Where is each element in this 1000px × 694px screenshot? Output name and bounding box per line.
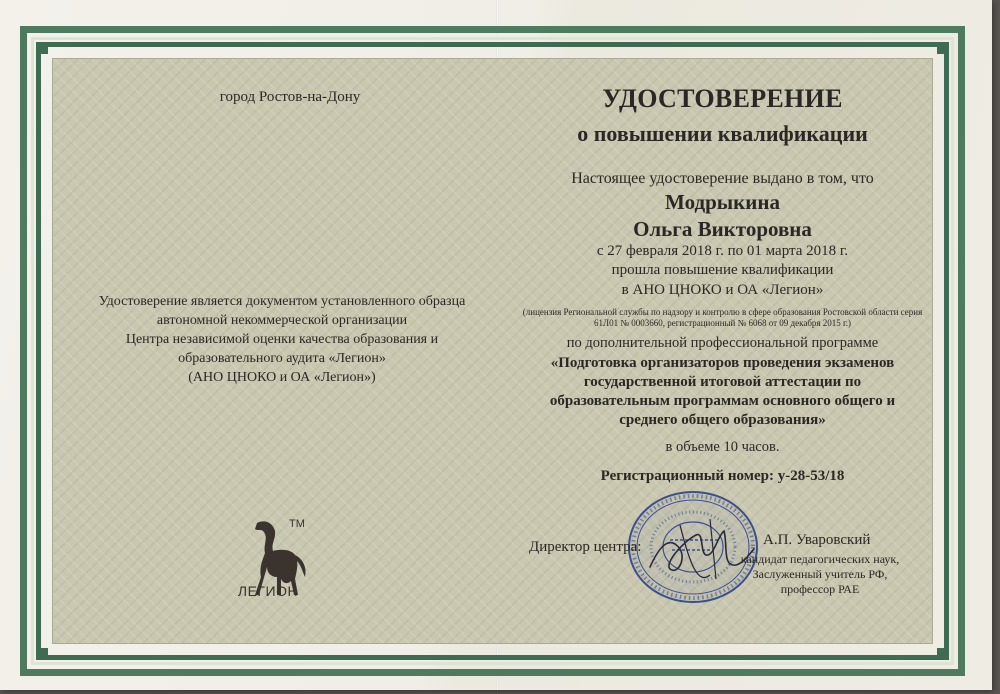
program-line: государственной итоговой аттестации по: [583, 374, 862, 390]
issuer-description: [62, 292, 502, 387]
program-line: среднего общего образования»: [619, 412, 826, 428]
training-dates: с 27 февраля 2018 г. по 01 марта 2018 г.: [596, 243, 849, 259]
signer-name: А.П. Уваровский: [763, 532, 871, 548]
passed-text: прошла повышение квалификации: [611, 262, 834, 278]
frame-corner: [36, 648, 48, 660]
description-line: автономной некоммерческой организации: [156, 313, 408, 328]
city: город Ростов-на-Дону: [219, 89, 361, 105]
program-intro: по дополнительной профессиональной программе: [566, 335, 879, 351]
description-line: образовательного аудита «Легион»: [178, 351, 386, 366]
issued-to-text: Настоящее удостоверение выдано в том, что: [571, 170, 874, 187]
organization-name: в АНО ЦНОКО и ОА «Легион»: [621, 282, 824, 298]
trademark: TM: [289, 518, 305, 530]
license-info: [500, 307, 945, 329]
credential-line: Заслуженный учитель РФ,: [752, 567, 888, 581]
program-line: образовательным программам основного общего и: [549, 393, 896, 409]
program-line: «Подготовка организаторов проведения экзаменов: [550, 355, 895, 371]
recipient-given-name: Ольга Викторовна: [633, 217, 812, 241]
signer-credentials: [735, 552, 905, 597]
license-line: (лицензия Региональной службы по надзору и контролю в сфере образования Ростовской области серия: [522, 307, 923, 317]
certificate-subtitle: о повышении квалификации: [577, 121, 868, 146]
frame-corner: [937, 648, 949, 660]
recipient-surname: Модрыкина: [665, 190, 780, 214]
frame-corner: [36, 42, 48, 54]
description-line: Центра независимой оценки качества образования и: [125, 332, 439, 347]
description-line: Удостоверение является документом установленного образца: [98, 294, 466, 309]
description-line: (АНО ЦНОКО и ОА «Легион»): [188, 370, 376, 385]
registration-number: Регистрационный номер: у-28-53/18: [600, 468, 845, 484]
director-label: Директор центра:: [529, 539, 642, 555]
program-hours: в объеме 10 часов.: [665, 439, 780, 455]
credential-line: профессор РАЕ: [780, 582, 860, 596]
frame-corner: [937, 42, 949, 54]
program-title: [500, 354, 945, 430]
certificate-title: УДОСТОВЕРЕНИЕ: [602, 84, 843, 113]
license-line: 61Л01 № 0003660, регистрационный № 6068 от 09 декабря 2015 г.): [594, 318, 851, 328]
logo-wordmark: ЛЕГИОН: [237, 583, 299, 599]
credential-line: кандидат педагогических наук,: [740, 552, 900, 566]
